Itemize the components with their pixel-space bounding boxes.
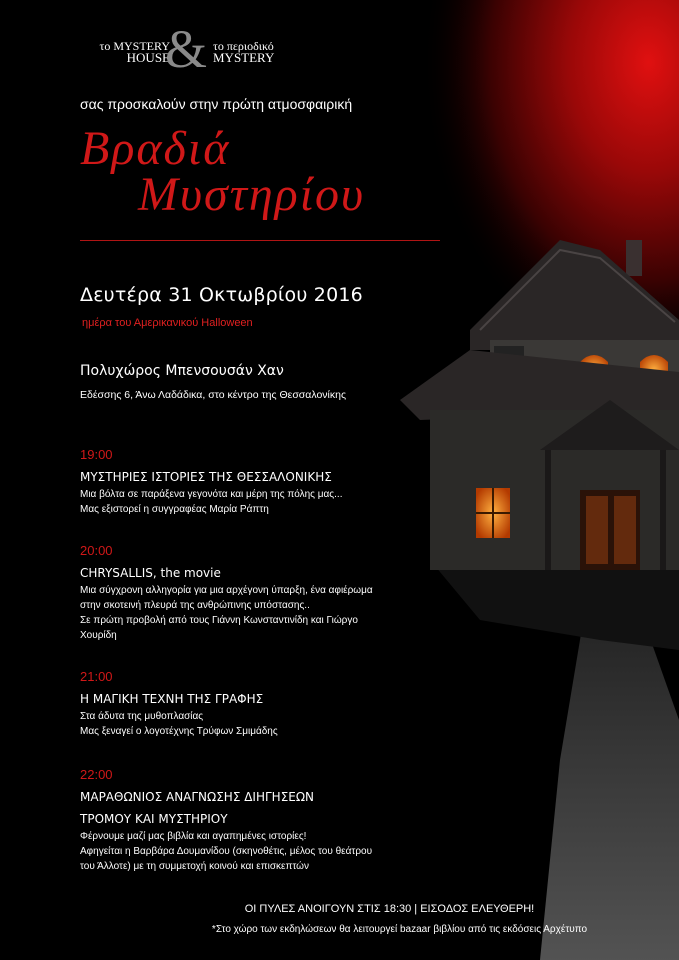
schedule-description-line: Μια σύγχρονη αλληγορία για μια αρχέγονη ύπαρξη, ένα αφιέρωμα <box>80 585 373 596</box>
schedule-description-line: Μας εξιστορεί η συγγραφέας Μαρία Ράπτη <box>80 504 269 515</box>
venue-address: Εδέσσης 6, Άνω Λαδάδικα, στο κέντρο της Θεσσαλονίκης <box>80 389 347 401</box>
schedule-title <box>80 469 380 485</box>
title-line1: Βραδιά <box>80 122 231 175</box>
organizer-right-line2: MYSTERY <box>213 50 275 65</box>
schedule-title-line: ΜΥΣΤΗΡΙΕΣ ΙΣΤΟΡΙΕΣ ΤΗΣ ΘΕΣΣΑΛΟΝΙΚΗΣ <box>80 470 332 484</box>
schedule-description-line: Σε πρώτη προβολή από τους Γιάννη Κωνσταντινίδη και Γιώργο <box>80 615 358 626</box>
schedule-description-line: του Άλλοτε) με τη συμμετοχή κοινού και επισκεπτών <box>80 861 309 872</box>
organizer-mystery-magazine <box>213 40 274 64</box>
schedule-description <box>80 583 380 643</box>
schedule-description-line: Αφηγείται η Βαρβάρα Δουμανίδου (σκηνοθέτις, μέλος του θεάτρου <box>80 846 373 857</box>
footnote: *Στο χώρο των εκδηλώσεων θα λειτουργεί bazaar βιβλίου από τις εκδόσεις Αρχέτυπο <box>211 924 588 935</box>
schedule-title <box>80 565 380 581</box>
schedule-description <box>80 487 380 517</box>
schedule-description-line: στην σκοτεινή πλευρά της ανθρώπινης υπόστασης.. <box>80 600 310 611</box>
schedule-time: 19:00 <box>80 447 113 462</box>
schedule-description-line: Μας ξεναγεί ο λογοτέχνης Τρύφων Σμιμάδης <box>80 726 278 737</box>
schedule-description-line: Μια βόλτα σε παράξενα γεγονότα και μέρη της πόλης μας... <box>80 489 343 500</box>
event-title <box>80 122 450 221</box>
organizer-left-line2: HOUSE <box>126 50 170 65</box>
schedule-title-line: Η ΜΑΓΙΚΗ ΤΕΧΝΗ ΤΗΣ ΓΡΑΦΗΣ <box>80 692 264 706</box>
schedule-item <box>80 669 380 739</box>
schedule-description-line: Χουρίδη <box>80 630 117 641</box>
schedule-time: 20:00 <box>80 543 113 558</box>
schedule-description <box>80 709 380 739</box>
venue-name: Πολυχώρος Μπενσουσάν Χαν <box>80 363 284 379</box>
schedule-title-line: ΤΡΟΜΟΥ ΚΑΙ ΜΥΣΤΗΡΙΟΥ <box>80 812 228 826</box>
schedule-title-line: ΜΑΡΑΘΩΝΙΟΣ ΑΝΑΓΝΩΣΗΣ ΔΙΗΓΗΣΕΩΝ <box>80 790 314 804</box>
organizers-logo <box>60 19 320 80</box>
schedule-description-line: Στα άδυτα της μυθοπλασίας <box>80 711 204 722</box>
invite-text: σας προσκαλούν στην πρώτη ατμοσφαιρική <box>80 96 353 112</box>
organizer-left-line1: το MYSTERY <box>99 39 170 53</box>
schedule-item <box>80 543 380 643</box>
organizer-right-line1: το περιοδικό <box>213 39 274 53</box>
event-date: Δευτέρα 31 Οκτωβρίου 2016 <box>80 284 363 306</box>
schedule-item <box>80 447 380 517</box>
schedule-time: 21:00 <box>80 669 113 684</box>
ampersand: & <box>165 19 208 79</box>
title-divider <box>80 240 440 241</box>
event-date-subtitle: ημέρα του Αμερικανικού Halloween <box>82 317 253 329</box>
schedule-description-line: Φέρνουμε μαζί μας βιβλία και αγαπημένες ιστορίες! <box>80 831 307 842</box>
schedule-title <box>80 691 380 707</box>
schedule-item <box>80 767 400 874</box>
gates-open-text: ΟΙ ΠΥΛΕΣ ΑΝΟΙΓΟΥΝ ΣΤΙΣ 18:30 | ΕΙΣΟΔΟΣ ΕΛΕΥΘΕΡΗ! <box>244 903 535 915</box>
schedule-description <box>80 829 400 874</box>
schedule-time: 22:00 <box>80 767 113 782</box>
schedule-title <box>80 789 400 827</box>
organizer-mystery-house <box>100 40 171 64</box>
title-line2: Μυστηρίου <box>138 168 366 221</box>
schedule-title-line: CHRYSALLIS, the movie <box>80 566 221 580</box>
